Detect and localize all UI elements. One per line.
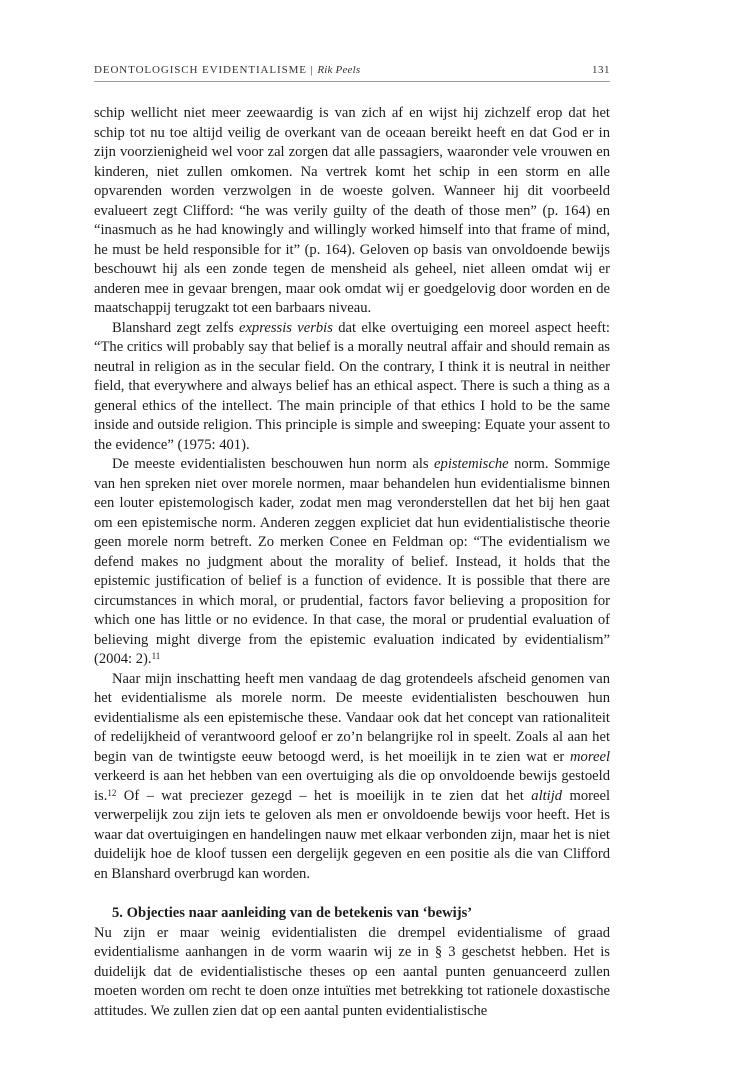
p4-emphasis-altijd: altijd	[531, 787, 563, 804]
paragraph-5: Nu zijn er maar weinig evidentialisten die drempel evidentialisme of graad evidentialisme aanhangen in de vorm waarin wij ze in § 3 geschetst hebben. Het is duidelijk dat de evidentialistische theses op een aantal punten genuanceerd zullen moeten worden om recht te doen onze intuïties met betrekking tot rationele doxastische attitudes. We zullen zien dat op een aantal punten evidentialistische	[94, 924, 610, 1019]
running-head	[94, 64, 610, 76]
page-number: 131	[592, 64, 610, 76]
p2-text-a: Blanshard zegt zelfs	[112, 319, 239, 336]
p3-text-b: norm. Sommige van hen spreken niet over morele normen, maar behandelen hun evidentialisme binnen een louter epistemologisch kader, zodat men mag veronderstellen dat het bij hen gaat om een epistemische norm. Anderen zeggen expliciet dat hun evidentialistische theorie geen morele norm betreft. Zo merken Conee en Feldman op: “The evidentialism we defend makes no judgment about the morality of belief. Instead, it holds that the epistemic justification of belief is a function of evidence. It is possible that there are circumstances in which moral, or prudential, factors favor believing a proposition for which one has little or no evidence. In that case, the moral or prudential evaluation of believing might diverge from the epistemic evaluation indicated by evidentialism” (2004: 2).	[94, 456, 610, 667]
p4-emphasis-moreel: moreel	[570, 748, 610, 765]
paragraph-4	[94, 670, 610, 885]
p4-text-b: verkeerd is aan het hebben van een overtuiging als die op onvoldoende bewijs gestoeld is.	[94, 768, 610, 804]
paragraph-3	[94, 455, 610, 670]
p3-text-a: De meeste evidentialisten beschouwen hun norm als	[112, 456, 435, 472]
footnote-ref-11[interactable]: 11	[151, 651, 161, 661]
footnote-ref-12[interactable]: 12	[107, 787, 117, 798]
body-text	[94, 104, 610, 1021]
p4-text-d: moreel verwerpelijk zou zijn iets te geloven als men er onvoldoende bewijs voor heeft. Het is waar dat overtuigingen en handelingen nauw met elkaar verbonden zijn, maar het is niet duidelijk hoe de kloof tussen een dergelijk gegeven en een positie als die van Clifford en Blanshard overbrugd kan worden.	[94, 787, 610, 882]
running-title: DEONTOLOGISCH EVIDENTIALISME	[94, 64, 307, 76]
p2-emphasis: expressis verbis	[238, 319, 333, 336]
paragraph-1: schip wellicht niet meer zeewaardig is van zich af en wijst hij zichzelf erop dat het schip tot nu toe altijd veilig de overkant van de oceaan bereikt heeft en dat God er in zijn voorzienigheid wel voor zal zorgen dat alle passagiers, waaronder vele vrouwen en kinderen, niet zullen omkomen. Na vertrek komt het schip in een storm en alle opvarenden worden verzwolgen in de woeste golven. Wanneer hij dit voorbeeld evalueert zegt Clifford: “he was verily guilty of the death of those men” (p. 164) en “inasmuch as he had knowingly and willingly worked himself into that frame of mind, he must be held responsible for it” (p. 164). Geloven op basis van onvoldoende bewijs beschouwt hij als een zonde tegen de mensheid als geheel, niet alleen omdat wij er anderen mee in gevaar brengen, maar ook omdat wij er goedgelovig door worden en de maatschappij terugzakt tot een barbaars niveau.	[94, 105, 610, 316]
p3-emphasis: epistemische	[434, 456, 509, 472]
p2-text-b: dat elke overtuiging een moreel aspect heeft: “The critics will probably say that belief is a morally neutral affair and should remain as neutral in religion as in the secular field. On the contrary, I think it is neutral in neither field, that everywhere and always belief has an ethical aspect. There is such a thing as a general ethics of the intellect. The main principle of that ethics I hold to be the same inside and outside religion. This principle is simple and sweeping: Equate your assent to the evidence” (1975: 401).	[94, 319, 610, 453]
running-author: Rik Peels	[317, 64, 361, 76]
header-separator: |	[310, 64, 314, 76]
paragraph-2	[94, 319, 610, 456]
header-rule	[94, 81, 610, 82]
p4-text-c: Of – wat preciezer gezegd – het is moeilijk in te zien dat het	[116, 787, 532, 804]
section-heading: 5. Objecties naar aanleiding van de betekenis van ‘bewijs’	[112, 905, 473, 921]
p4-text-a: Naar mijn inschatting heeft men vandaag de dag grotendeels afscheid genomen van het evidentialisme als morele norm. De meeste evidentialisten beschouwen hun evidentialisme als een epistemische these. Vandaar ook dat het concept van rationaliteit of redelijkheid of verantwoord geloof er zo’n belangrijke rol in speelt. Zoals al aan het begin van de twintigste eeuw betoogd werd, is het moeilijk in te zien wat er	[94, 670, 610, 765]
